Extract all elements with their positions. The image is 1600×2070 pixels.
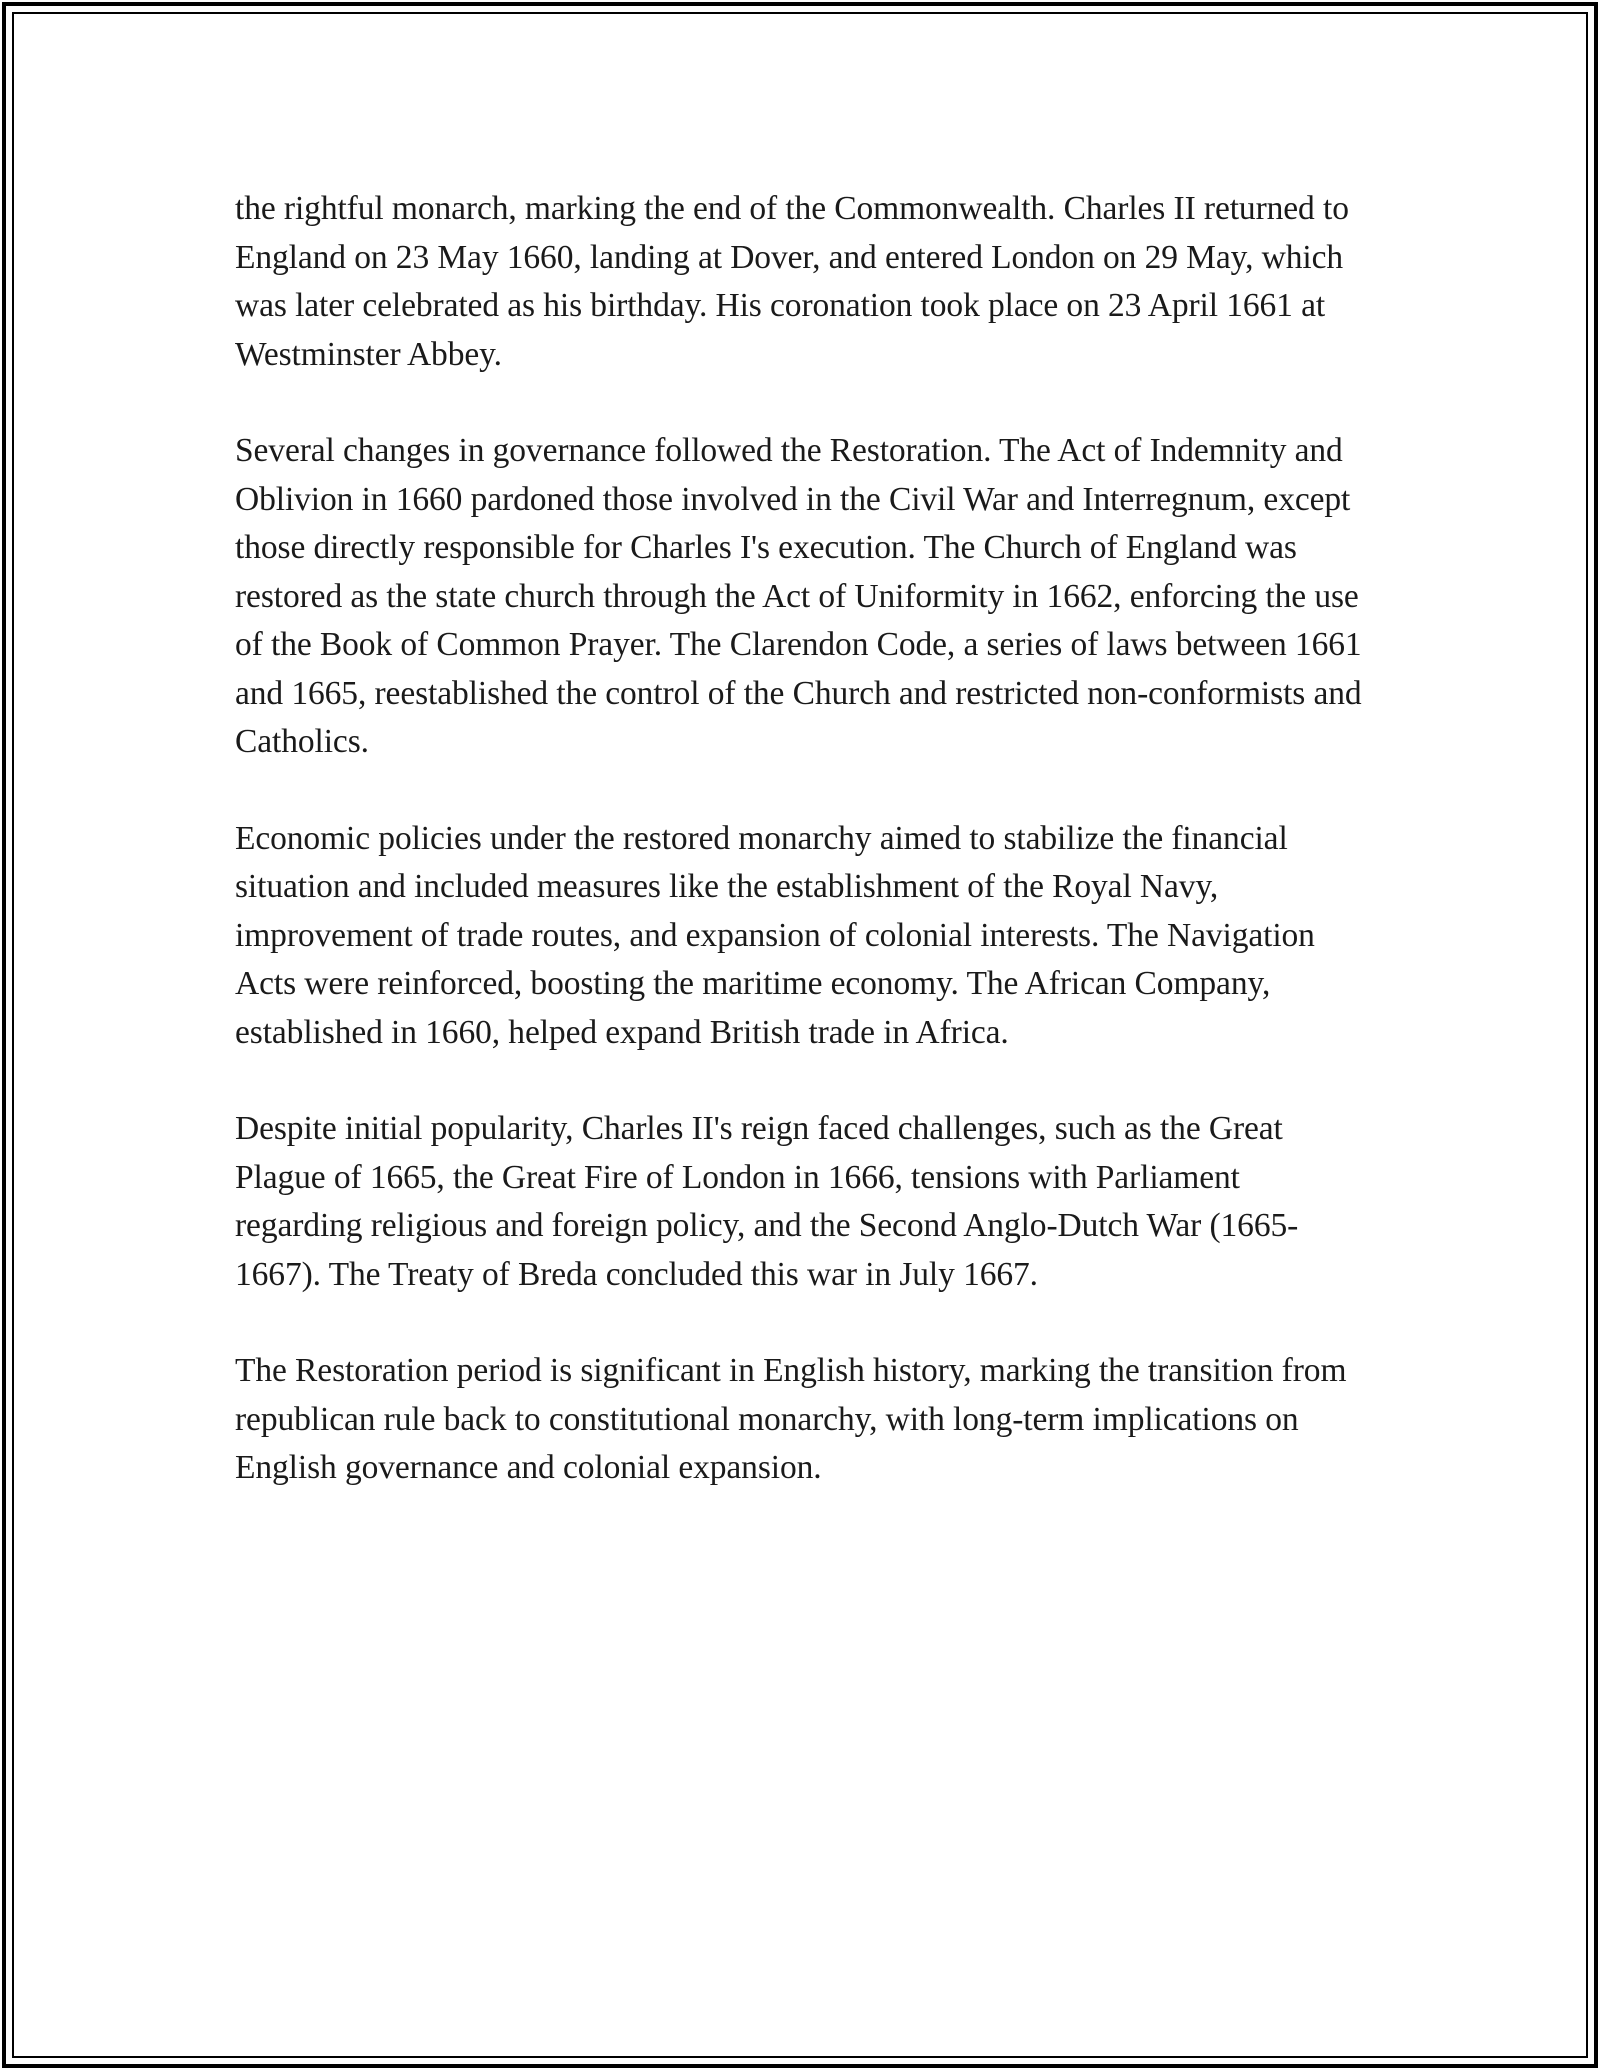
paragraph-reign-challenges: Despite initial popularity, Charles II's reign faced challenges, such as the Great Plague of 1665, the Great Fire of London in 1666, tensions with Parliament regarding religious and foreign policy, and the Second Anglo-Dutch War (1665-1667). The Treaty of Breda concluded this war in July 1667. <box>235 1110 1299 1293</box>
paragraph-economic-policies: Economic policies under the restored monarchy aimed to stabilize the financial situation and included measures like the establishment of the Royal Navy, improvement of trade routes, and expansion of colonial interests. The Navigation Acts were reinforced, boosting the maritime economy. The African Company, established in 1660, helped expand British trade in Africa. <box>235 819 1315 1051</box>
paragraph-significance: The Restoration period is significant in English history, marking the transition from republican rule back to constitutional monarchy, with long-term implications on English governance and colonial expansion. <box>235 1352 1347 1486</box>
paragraph-restoration-return: the rightful monarch, marking the end of the Commonwealth. Charles II returned to England on 23 May 1660, landing at Dover, and entered London on 29 May, which was later celebrated as his birthday. His coronation took place on 23 April 1661 at Westminster Abbey. <box>235 190 1349 373</box>
document-body <box>235 185 1365 1541</box>
paragraph-governance-changes: Several changes in governance followed the Restoration. The Act of Indemnity and Oblivion in 1660 pardoned those involved in the Civil War and Interregnum, except those directly responsible for Charles I's execution. The Church of England was restored as the state church through the Act of Uniformity in 1662, enforcing the use of the Book of Common Prayer. The Clarendon Code, a series of laws between 1661 and 1665, reestablished the control of the Church and restricted non-conformists and Catholics. <box>235 432 1362 760</box>
